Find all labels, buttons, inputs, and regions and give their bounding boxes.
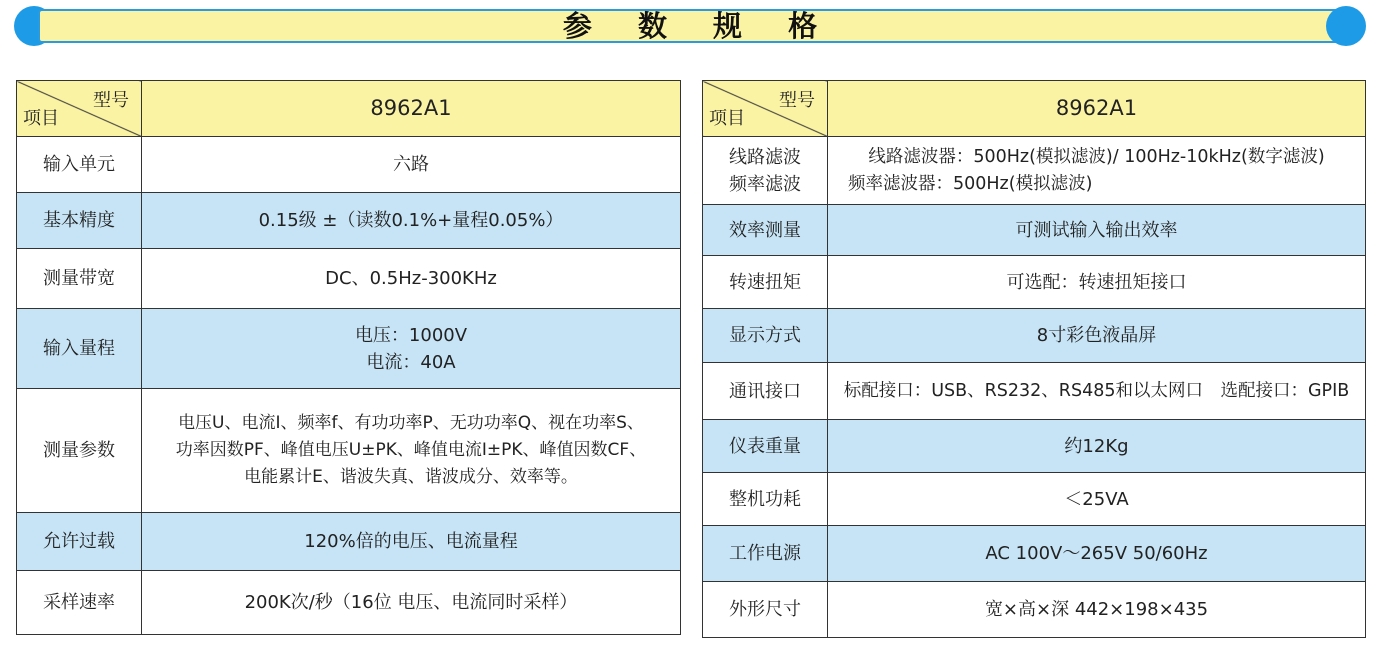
- model-label: 型号: [779, 90, 815, 111]
- row-item-line: 频率滤波: [729, 173, 801, 195]
- row-value-line: 电流：40A: [366, 351, 456, 373]
- table-row: [17, 389, 681, 513]
- row-value: 可测试输入输出效率: [828, 205, 1366, 256]
- row-value-line: 电压U、电流I、频率f、有功功率P、无功功率Q、视在功率S、: [178, 413, 644, 433]
- row-item: 显示方式: [703, 309, 828, 363]
- table-row: [703, 256, 1366, 309]
- header-corner-cell: [703, 81, 828, 137]
- table-row: [703, 473, 1366, 526]
- row-value: [142, 309, 681, 389]
- row-value: [142, 193, 681, 249]
- row-item: [703, 137, 828, 205]
- table-row: [703, 363, 1366, 420]
- table-row: [703, 526, 1366, 582]
- table-row: [703, 582, 1366, 638]
- row-item: 允许过载: [17, 513, 142, 571]
- row-item: 采样速率: [17, 571, 142, 635]
- model-value: 8962A1: [142, 81, 681, 137]
- row-value: [142, 249, 681, 309]
- table-row: [17, 193, 681, 249]
- model-value: 8962A1: [828, 81, 1366, 137]
- spec-table-right: [702, 80, 1366, 638]
- row-item: 效率测量: [703, 205, 828, 256]
- row-item: 测量参数: [17, 389, 142, 513]
- row-item: 转速扭矩: [703, 256, 828, 309]
- item-label: 项目: [709, 108, 745, 129]
- row-value: [142, 389, 681, 513]
- row-item: 输入单元: [17, 137, 142, 193]
- row-value: 约12Kg: [828, 420, 1366, 473]
- row-value-line: DC、0.5Hz-300KHz: [325, 268, 497, 289]
- table-header-row: [703, 81, 1366, 137]
- row-item: 外形尺寸: [703, 582, 828, 638]
- row-value-line: 六路: [393, 154, 429, 175]
- page-title: 参 数 规 格: [562, 9, 836, 43]
- row-value-line: 线路滤波器：500Hz(模拟滤波)/ 100Hz-10kHz(数字滤波): [868, 146, 1325, 167]
- row-value: [142, 137, 681, 193]
- row-item: 仪表重量: [703, 420, 828, 473]
- row-value: AC 100V～265V 50/60Hz: [828, 526, 1366, 582]
- spec-table-left: [16, 80, 681, 635]
- row-item: 工作电源: [703, 526, 828, 582]
- table-row: [17, 249, 681, 309]
- row-value: 标配接口：USB、RS232、RS485和以太网口 选配接口：GPIB: [828, 363, 1366, 420]
- row-item-line: 线路滤波: [729, 146, 801, 168]
- row-value: 可选配：转速扭矩接口: [828, 256, 1366, 309]
- row-value: 8寸彩色液晶屏: [828, 309, 1366, 363]
- table-row: [703, 309, 1366, 363]
- row-value: [828, 137, 1366, 205]
- table-header-row: [17, 81, 681, 137]
- row-value: ＜25VA: [828, 473, 1366, 526]
- row-item: 输入量程: [17, 309, 142, 389]
- row-value: 宽×高×深 442×198×435: [828, 582, 1366, 638]
- row-value-line: 电压：1000V: [354, 324, 468, 346]
- row-item: 基本精度: [17, 193, 142, 249]
- row-value-line: 200K次/秒（16位 电压、电流同时采样）: [244, 592, 578, 613]
- row-value-line: 120%倍的电压、电流量程: [304, 531, 518, 552]
- model-label: 型号: [93, 90, 129, 111]
- row-value: [142, 513, 681, 571]
- row-item: 通讯接口: [703, 363, 828, 420]
- table-row: [17, 571, 681, 635]
- header-corner-cell: [17, 81, 142, 137]
- table-row: [703, 420, 1366, 473]
- title-banner: [14, 6, 1366, 46]
- item-label: 项目: [23, 108, 59, 129]
- row-value-line: 频率滤波器：500Hz(模拟滤波): [848, 173, 1093, 194]
- row-item: 整机功耗: [703, 473, 828, 526]
- row-value-line: 0.15级 ±（读数0.1%+量程0.05%）: [258, 210, 564, 231]
- table-row: [703, 205, 1366, 256]
- table-row: [17, 309, 681, 389]
- table-row: [17, 137, 681, 193]
- table-row: [703, 137, 1366, 205]
- row-value-line: 电能累计E、谐波失真、谐波成分、效率等。: [244, 467, 578, 487]
- row-value-line: 功率因数PF、峰值电压U±PK、峰值电流I±PK、峰值因数CF、: [175, 440, 647, 460]
- row-value: [142, 571, 681, 635]
- table-row: [17, 513, 681, 571]
- row-item: 测量带宽: [17, 249, 142, 309]
